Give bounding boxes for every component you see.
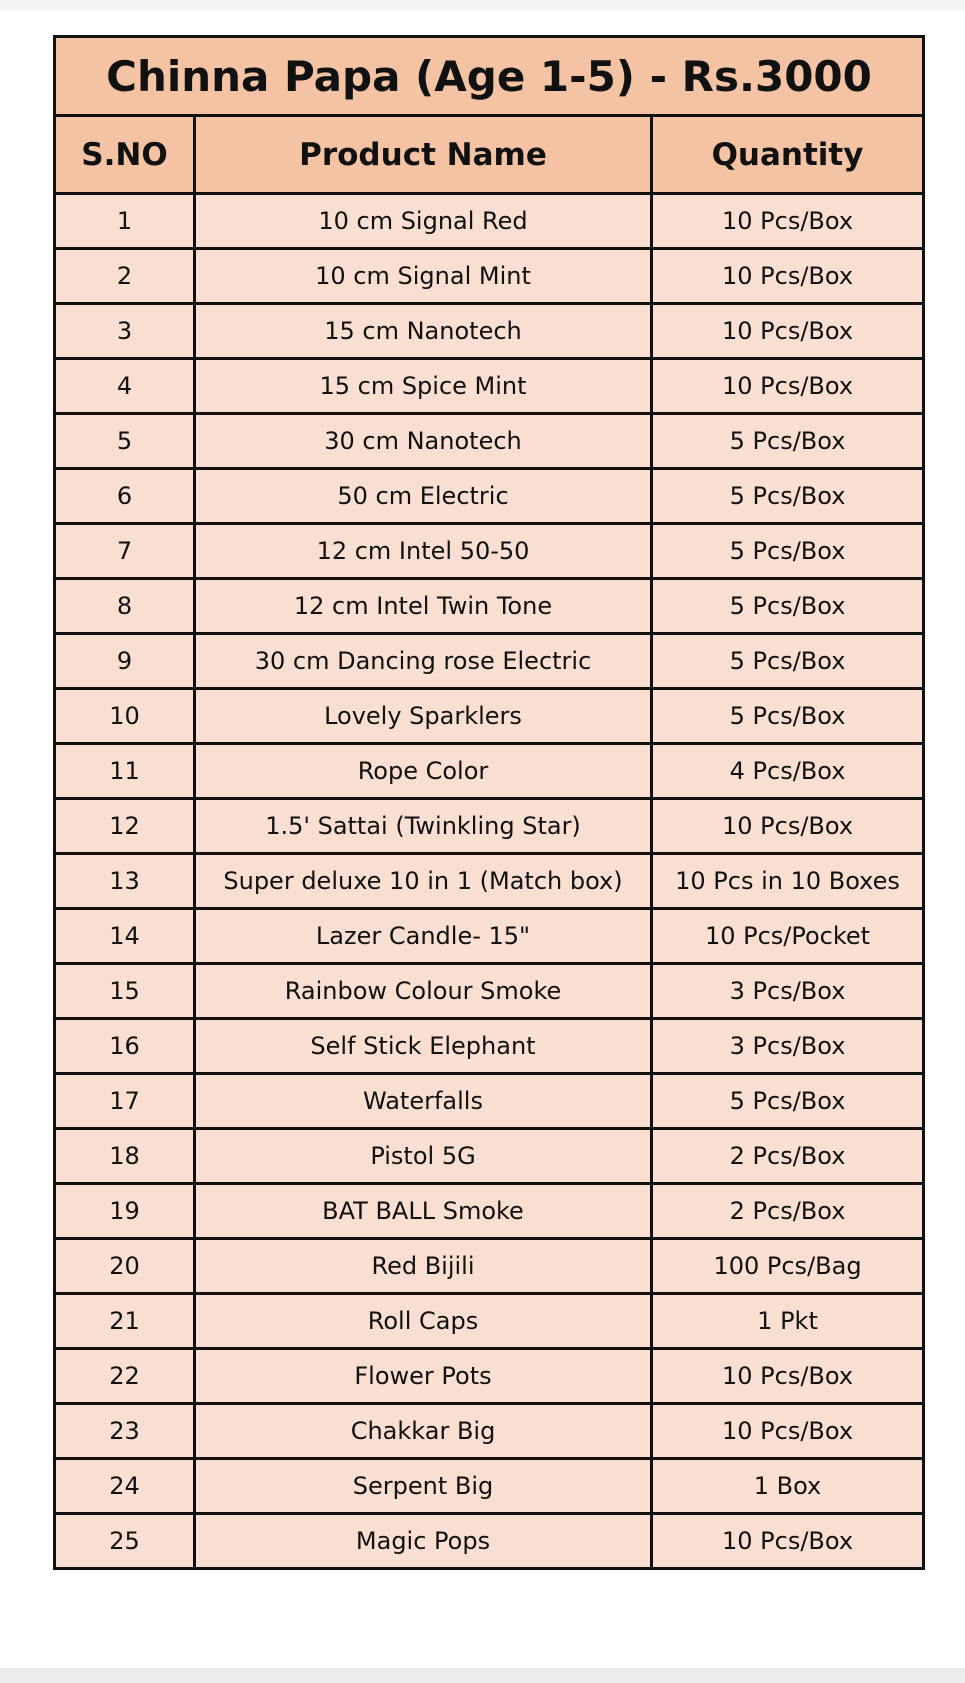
cell-quantity: 100 Pcs/Bag bbox=[652, 1239, 924, 1294]
cell-product-name: Magic Pops bbox=[195, 1514, 652, 1569]
cell-quantity: 3 Pcs/Box bbox=[652, 964, 924, 1019]
cell-product-name: Serpent Big bbox=[195, 1459, 652, 1514]
table-row bbox=[55, 249, 924, 304]
cell-sno: 21 bbox=[55, 1294, 195, 1349]
cell-quantity: 5 Pcs/Box bbox=[652, 414, 924, 469]
table-row bbox=[55, 689, 924, 744]
table-row bbox=[55, 1074, 924, 1129]
cell-sno: 17 bbox=[55, 1074, 195, 1129]
cell-quantity: 4 Pcs/Box bbox=[652, 744, 924, 799]
table-row bbox=[55, 304, 924, 359]
cell-product-name: Roll Caps bbox=[195, 1294, 652, 1349]
table-row bbox=[55, 359, 924, 414]
table-row bbox=[55, 194, 924, 249]
cell-quantity: 10 Pcs/Box bbox=[652, 249, 924, 304]
cell-product-name: Red Bijili bbox=[195, 1239, 652, 1294]
table-row bbox=[55, 524, 924, 579]
cell-product-name: Waterfalls bbox=[195, 1074, 652, 1129]
header-row bbox=[55, 116, 924, 194]
table-row bbox=[55, 1239, 924, 1294]
cell-sno: 6 bbox=[55, 469, 195, 524]
cell-sno: 22 bbox=[55, 1349, 195, 1404]
cell-quantity: 5 Pcs/Box bbox=[652, 524, 924, 579]
table-row bbox=[55, 469, 924, 524]
table-row bbox=[55, 634, 924, 689]
title-row bbox=[55, 37, 924, 116]
cell-product-name: Lazer Candle- 15" bbox=[195, 909, 652, 964]
cell-sno: 25 bbox=[55, 1514, 195, 1569]
cell-sno: 1 bbox=[55, 194, 195, 249]
cell-quantity: 5 Pcs/Box bbox=[652, 579, 924, 634]
table-row bbox=[55, 414, 924, 469]
cell-sno: 7 bbox=[55, 524, 195, 579]
cell-quantity: 10 Pcs in 10 Boxes bbox=[652, 854, 924, 909]
table-row bbox=[55, 1514, 924, 1569]
cell-quantity: 10 Pcs/Box bbox=[652, 1514, 924, 1569]
table-row bbox=[55, 579, 924, 634]
cell-quantity: 5 Pcs/Box bbox=[652, 1074, 924, 1129]
table-row bbox=[55, 909, 924, 964]
cell-product-name: 1.5' Sattai (Twinkling Star) bbox=[195, 799, 652, 854]
cell-product-name: BAT BALL Smoke bbox=[195, 1184, 652, 1239]
cell-sno: 2 bbox=[55, 249, 195, 304]
cell-sno: 4 bbox=[55, 359, 195, 414]
column-header-quantity: Quantity bbox=[652, 116, 924, 194]
cell-product-name: 12 cm Intel Twin Tone bbox=[195, 579, 652, 634]
cell-product-name: Rainbow Colour Smoke bbox=[195, 964, 652, 1019]
cell-quantity: 5 Pcs/Box bbox=[652, 634, 924, 689]
cell-product-name: 30 cm Dancing rose Electric bbox=[195, 634, 652, 689]
cell-sno: 10 bbox=[55, 689, 195, 744]
cell-sno: 15 bbox=[55, 964, 195, 1019]
cell-quantity: 1 Box bbox=[652, 1459, 924, 1514]
cell-product-name: 50 cm Electric bbox=[195, 469, 652, 524]
cell-sno: 5 bbox=[55, 414, 195, 469]
cell-product-name: Super deluxe 10 in 1 (Match box) bbox=[195, 854, 652, 909]
cell-quantity: 5 Pcs/Box bbox=[652, 469, 924, 524]
cell-sno: 20 bbox=[55, 1239, 195, 1294]
cell-sno: 13 bbox=[55, 854, 195, 909]
table-row bbox=[55, 1129, 924, 1184]
cell-sno: 24 bbox=[55, 1459, 195, 1514]
cell-sno: 3 bbox=[55, 304, 195, 359]
cell-product-name: 15 cm Nanotech bbox=[195, 304, 652, 359]
column-header-sno: S.NO bbox=[55, 116, 195, 194]
table-row bbox=[55, 1019, 924, 1074]
cell-sno: 23 bbox=[55, 1404, 195, 1459]
cell-quantity: 3 Pcs/Box bbox=[652, 1019, 924, 1074]
cell-product-name: Rope Color bbox=[195, 744, 652, 799]
cell-product-name: 12 cm Intel 50-50 bbox=[195, 524, 652, 579]
table-row bbox=[55, 1404, 924, 1459]
cell-quantity: 10 Pcs/Box bbox=[652, 1349, 924, 1404]
cell-product-name: 15 cm Spice Mint bbox=[195, 359, 652, 414]
cell-product-name: Chakkar Big bbox=[195, 1404, 652, 1459]
cell-product-name: Pistol 5G bbox=[195, 1129, 652, 1184]
cell-sno: 16 bbox=[55, 1019, 195, 1074]
table-row bbox=[55, 1294, 924, 1349]
cell-product-name: 10 cm Signal Mint bbox=[195, 249, 652, 304]
cell-product-name: Lovely Sparklers bbox=[195, 689, 652, 744]
cell-sno: 8 bbox=[55, 579, 195, 634]
column-header-product-name: Product Name bbox=[195, 116, 652, 194]
cell-quantity: 5 Pcs/Box bbox=[652, 689, 924, 744]
cell-quantity: 10 Pcs/Box bbox=[652, 799, 924, 854]
cell-quantity: 2 Pcs/Box bbox=[652, 1129, 924, 1184]
top-edge bbox=[0, 0, 965, 10]
table-row bbox=[55, 1184, 924, 1239]
cell-sno: 11 bbox=[55, 744, 195, 799]
table-row bbox=[55, 744, 924, 799]
table-row bbox=[55, 1459, 924, 1514]
table-row bbox=[55, 799, 924, 854]
cell-quantity: 10 Pcs/Box bbox=[652, 304, 924, 359]
cell-product-name: Flower Pots bbox=[195, 1349, 652, 1404]
table-row bbox=[55, 1349, 924, 1404]
table-row bbox=[55, 854, 924, 909]
cell-quantity: 10 Pcs/Box bbox=[652, 194, 924, 249]
bottom-edge bbox=[0, 1668, 965, 1683]
cell-sno: 18 bbox=[55, 1129, 195, 1184]
cell-quantity: 10 Pcs/Box bbox=[652, 1404, 924, 1459]
table-body bbox=[55, 194, 924, 1569]
cell-quantity: 10 Pcs/Pocket bbox=[652, 909, 924, 964]
table-title: Chinna Papa (Age 1-5) - Rs.3000 bbox=[55, 37, 924, 116]
cell-product-name: 30 cm Nanotech bbox=[195, 414, 652, 469]
cell-product-name: 10 cm Signal Red bbox=[195, 194, 652, 249]
cell-quantity: 10 Pcs/Box bbox=[652, 359, 924, 414]
cell-quantity: 1 Pkt bbox=[652, 1294, 924, 1349]
cell-sno: 12 bbox=[55, 799, 195, 854]
table-row bbox=[55, 964, 924, 1019]
cell-sno: 19 bbox=[55, 1184, 195, 1239]
cell-sno: 14 bbox=[55, 909, 195, 964]
cell-sno: 9 bbox=[55, 634, 195, 689]
cell-product-name: Self Stick Elephant bbox=[195, 1019, 652, 1074]
cell-quantity: 2 Pcs/Box bbox=[652, 1184, 924, 1239]
price-list-table bbox=[53, 35, 925, 1570]
